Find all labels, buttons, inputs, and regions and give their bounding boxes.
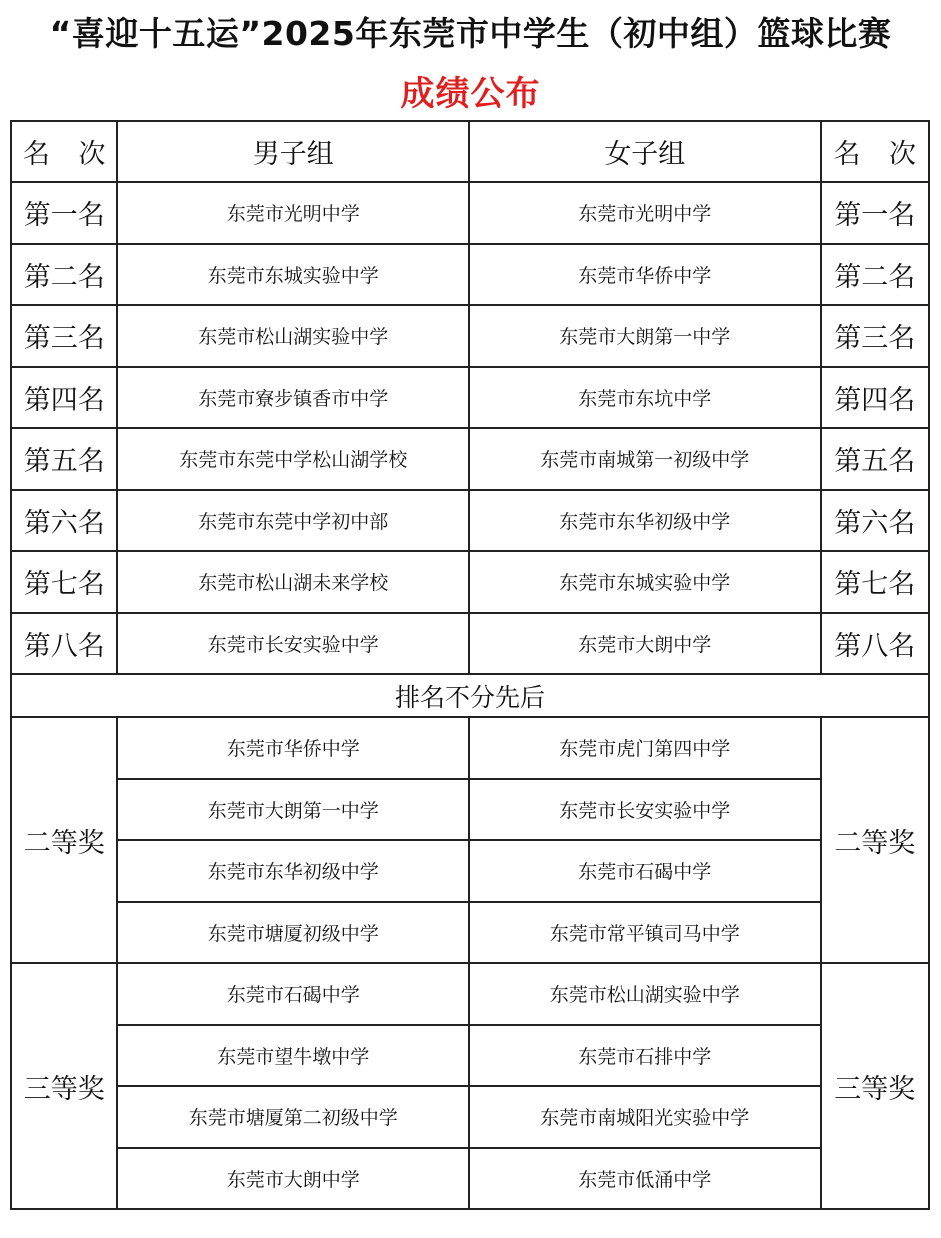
rank-cell-left: 第三名 [11,305,117,367]
table-header-row [11,121,929,182]
rank-cell-left: 第二名 [11,244,117,306]
table-row [11,367,929,429]
table-row [11,779,929,841]
table-row [11,1148,929,1210]
table-row [11,613,929,675]
results-table [10,120,930,1210]
boys-school-cell: 东莞市石碣中学 [117,963,469,1025]
boys-school-cell: 东莞市东华初级中学 [117,840,469,902]
boys-school-cell: 东莞市松山湖未来学校 [117,551,469,613]
note-row [11,674,929,717]
page-title: “喜迎十五运”2025年东莞市中学生（初中组）篮球比赛 [49,14,892,53]
rank-cell-left: 第一名 [11,182,117,244]
table-row [11,551,929,613]
boys-school-cell: 东莞市塘厦初级中学 [117,902,469,964]
rank-cell-left: 第七名 [11,551,117,613]
girls-school-cell: 东莞市低涌中学 [469,1148,821,1210]
table-row [11,305,929,367]
page-subtitle: 成绩公布 [400,74,541,114]
rank-cell-left: 第八名 [11,613,117,675]
girls-school-cell: 东莞市虎门第四中学 [469,717,821,779]
award-label-right: 二等奖 [821,717,929,963]
column-header-rank-right [821,121,929,182]
table-row [11,490,929,552]
column-header-girls: 女子组 [469,121,821,182]
boys-school-cell: 东莞市塘厦第二初级中学 [117,1086,469,1148]
table-row [11,428,929,490]
award-label-left: 三等奖 [11,963,117,1209]
boys-school-cell: 东莞市东莞中学松山湖学校 [117,428,469,490]
award-label-left: 二等奖 [11,717,117,963]
table-row [11,963,929,1025]
girls-school-cell: 东莞市长安实验中学 [469,779,821,841]
award-label-right: 三等奖 [821,963,929,1209]
column-header-boys: 男子组 [117,121,469,182]
girls-school-cell: 东莞市南城第一初级中学 [469,428,821,490]
boys-school-cell: 东莞市松山湖实验中学 [117,305,469,367]
column-header-rank-left [11,121,117,182]
girls-school-cell: 东莞市大朗第一中学 [469,305,821,367]
rank-cell-right: 第四名 [821,367,929,429]
girls-school-cell: 东莞市东坑中学 [469,367,821,429]
table-row [11,244,929,306]
column-header-rank-right-label: 名 次 [833,139,927,170]
girls-school-cell: 东莞市南城阳光实验中学 [469,1086,821,1148]
ranking-note: 排名不分先后 [11,674,929,717]
boys-school-cell: 东莞市华侨中学 [117,717,469,779]
table-row [11,1025,929,1087]
table-row [11,717,929,779]
boys-school-cell: 东莞市长安实验中学 [117,613,469,675]
boys-school-cell: 东莞市大朗第一中学 [117,779,469,841]
rank-cell-right: 第七名 [821,551,929,613]
rank-cell-right: 第五名 [821,428,929,490]
table-row [11,1086,929,1148]
column-header-rank-left-label: 名 次 [22,139,116,170]
girls-school-cell: 东莞市石排中学 [469,1025,821,1087]
boys-school-cell: 东莞市光明中学 [117,182,469,244]
rank-cell-right: 第一名 [821,182,929,244]
girls-school-cell: 东莞市华侨中学 [469,244,821,306]
boys-school-cell: 东莞市东城实验中学 [117,244,469,306]
rank-cell-right: 第八名 [821,613,929,675]
boys-school-cell: 东莞市望牛墩中学 [117,1025,469,1087]
boys-school-cell: 东莞市寮步镇香市中学 [117,367,469,429]
girls-school-cell: 东莞市松山湖实验中学 [469,963,821,1025]
rank-cell-right: 第二名 [821,244,929,306]
rank-cell-left: 第六名 [11,490,117,552]
girls-school-cell: 东莞市东城实验中学 [469,551,821,613]
girls-school-cell: 东莞市常平镇司马中学 [469,902,821,964]
boys-school-cell: 东莞市大朗中学 [117,1148,469,1210]
girls-school-cell: 东莞市光明中学 [469,182,821,244]
table-row [11,840,929,902]
rank-cell-right: 第六名 [821,490,929,552]
rank-cell-left: 第五名 [11,428,117,490]
girls-school-cell: 东莞市大朗中学 [469,613,821,675]
table-row [11,182,929,244]
girls-school-cell: 东莞市石碣中学 [469,840,821,902]
boys-school-cell: 东莞市东莞中学初中部 [117,490,469,552]
table-row [11,902,929,964]
rank-cell-left: 第四名 [11,367,117,429]
girls-school-cell: 东莞市东华初级中学 [469,490,821,552]
rank-cell-right: 第三名 [821,305,929,367]
